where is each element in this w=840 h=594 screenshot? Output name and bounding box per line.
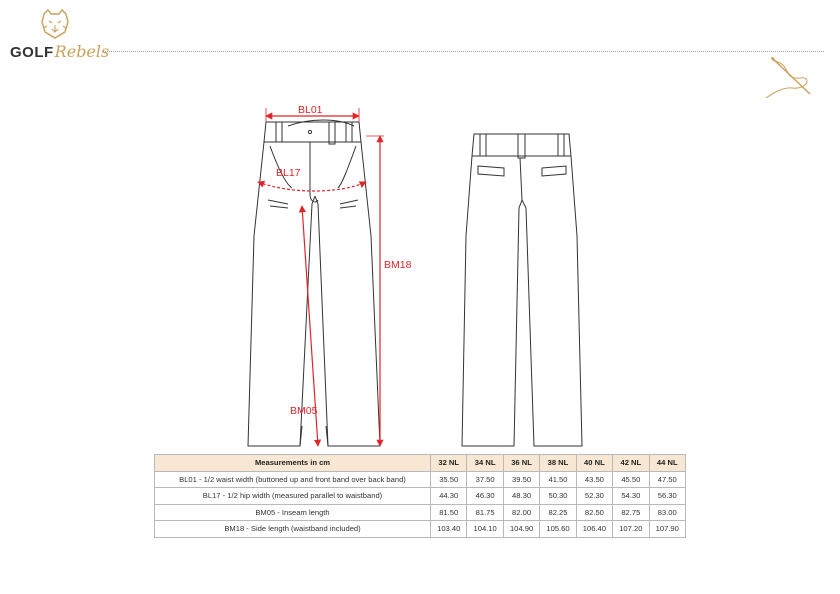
table-cell: 43.50 (576, 471, 612, 488)
table-cell: 37.50 (467, 471, 503, 488)
brand-wordmark (10, 42, 109, 61)
label-bl01: BL01 (298, 104, 323, 116)
table-cell: 81.75 (467, 504, 503, 521)
table-cell: 82.00 (503, 504, 539, 521)
table-cell: 45.50 (613, 471, 649, 488)
brand-logo (10, 8, 110, 64)
table-cell: 107.90 (649, 521, 685, 538)
table-cell: 46.30 (467, 488, 503, 505)
trousers-technical-drawing (230, 96, 630, 456)
table-cell: 104.90 (503, 521, 539, 538)
sewing-needle-icon (762, 54, 822, 100)
table-row (155, 504, 686, 521)
brand-rebels: Rebels (54, 42, 110, 61)
table-header-cell: 40 NL (576, 455, 612, 472)
table-cell: 35.50 (431, 471, 467, 488)
table-cell: 82.50 (576, 504, 612, 521)
table-header-cell: 34 NL (467, 455, 503, 472)
table-cell: 106.40 (576, 521, 612, 538)
table-cell: 105.60 (540, 521, 576, 538)
size-measurement-table (154, 454, 686, 538)
brand-golf: GOLF (10, 44, 54, 61)
row-label: BL01 - 1/2 waist width (buttoned up and front band over back band) (155, 471, 431, 488)
row-label: BM05 - Inseam length (155, 504, 431, 521)
table-header-cell: 32 NL (431, 455, 467, 472)
table-header-row (155, 455, 686, 472)
table-cell: 54.30 (613, 488, 649, 505)
table-row (155, 521, 686, 538)
table-header-cell: 44 NL (649, 455, 685, 472)
table-cell: 50.30 (540, 488, 576, 505)
table-cell: 56.30 (649, 488, 685, 505)
table-cell: 82.25 (540, 504, 576, 521)
table-cell: 41.50 (540, 471, 576, 488)
row-label: BM18 - Side length (waistband included) (155, 521, 431, 538)
table-header-cell: 42 NL (613, 455, 649, 472)
table-cell: 39.50 (503, 471, 539, 488)
table-cell: 44.30 (431, 488, 467, 505)
label-bm05: BM05 (290, 405, 318, 417)
table-row (155, 471, 686, 488)
table-header-cell: 38 NL (540, 455, 576, 472)
table-cell: 83.00 (649, 504, 685, 521)
table-cell: 82.75 (613, 504, 649, 521)
table-cell: 48.30 (503, 488, 539, 505)
header-dotted-divider (102, 51, 824, 52)
table-cell: 47.50 (649, 471, 685, 488)
row-label: BL17 - 1/2 hip width (measured parallel to waistband) (155, 488, 431, 505)
table-cell: 81.50 (431, 504, 467, 521)
table-cell: 104.10 (467, 521, 503, 538)
table-row (155, 488, 686, 505)
front-view (248, 120, 380, 446)
tiger-head-icon (38, 8, 72, 40)
back-view (462, 134, 582, 446)
label-bl17: BL17 (276, 167, 301, 179)
table-cell: 52.30 (576, 488, 612, 505)
label-bm18: BM18 (384, 259, 412, 271)
table-header-cell: Measurements in cm (155, 455, 431, 472)
table-cell: 103.40 (431, 521, 467, 538)
table-cell: 107.20 (613, 521, 649, 538)
table-header-cell: 36 NL (503, 455, 539, 472)
